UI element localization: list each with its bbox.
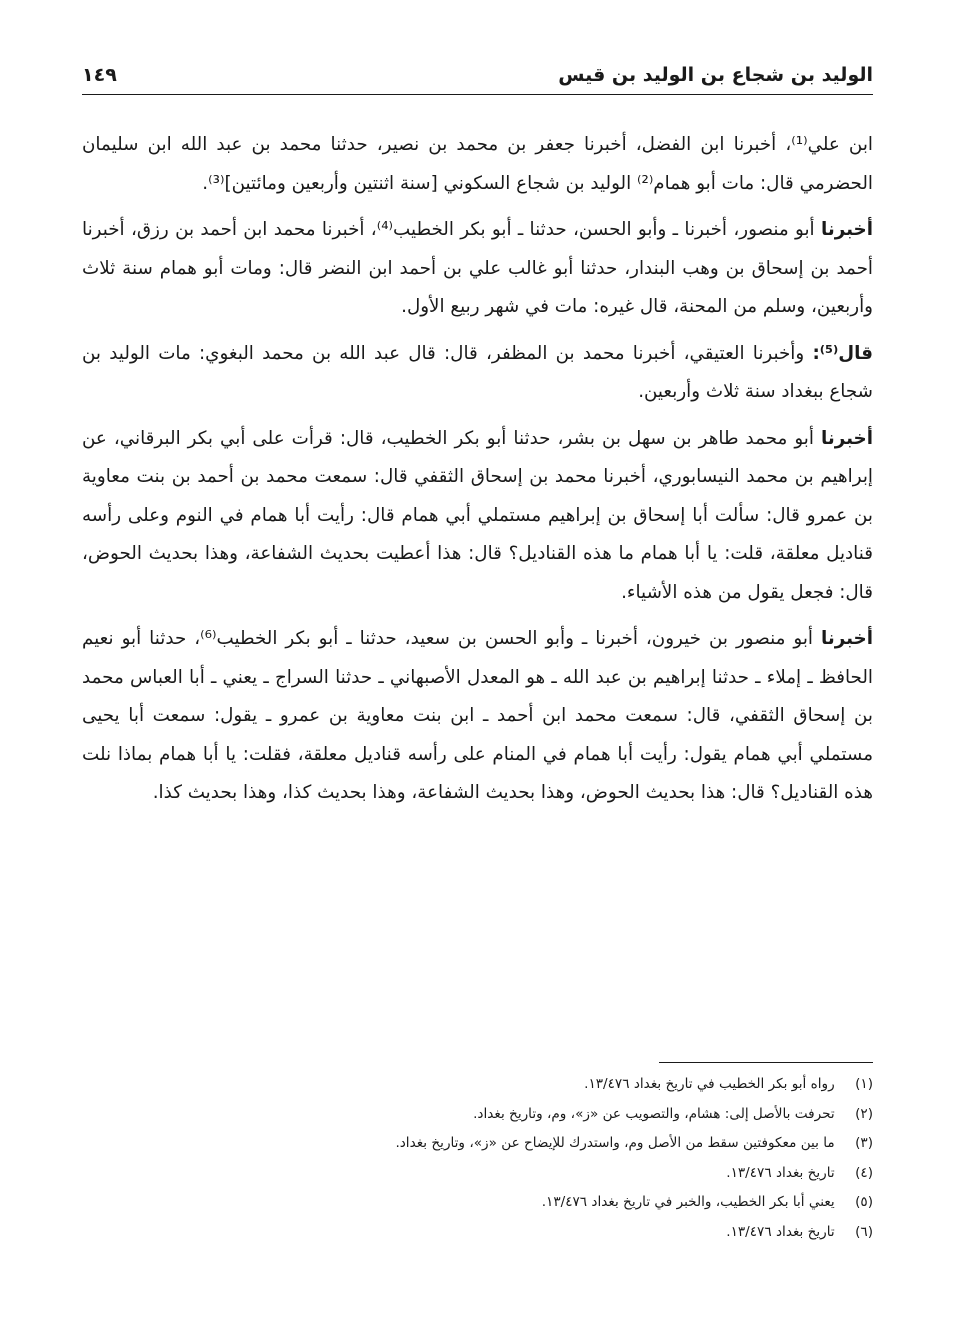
paragraph-5	[82, 620, 873, 813]
footnote-text: رواه أبو بكر الخطيب في تاريخ بغداد ١٣/٤٧٦.	[584, 1076, 835, 1092]
footnote-6	[82, 1218, 873, 1248]
paragraph-1	[82, 126, 873, 203]
footnote-1	[82, 1070, 873, 1100]
paragraph-text: وأخبرنا العتيقي، أخبرنا محمد بن المظفر، قال: قال عبد الله بن محمد البغوي: مات الوليد بن شجاع ببغداد سنة ثلاث وأربعين.	[82, 342, 873, 402]
footnote-number: (٤)	[855, 1164, 873, 1181]
footnote-3	[82, 1129, 873, 1159]
footnote-number: (٢)	[855, 1105, 873, 1122]
paragraph-text: أبو محمد طاهر بن سهل بن بشر، حدثنا أبو بكر الخطيب، قال: قرأت على أبي بكر البرقاني، عن إبراهيم بن محمد النيسابوري، أخبرنا محمد بن إسحاق الثقفي قال: سمعت محمد بن أحمد بن بنت معاوية بن عمرو قال: سألت أبا إسحاق بن إبراهيم مستملي أبي همام قال: رأيت أبا همام في النوم وعلى رأسه قناديل معلقة، قلت: يا أبا همام ما هذه القناديل؟ قال: هذا أعطيت بحديث الشفاعة، وهذا بحديث الحوض، قال: فجعل يقول من هذه الأشياء.	[82, 427, 873, 603]
paragraph-lead: أخبرنا	[820, 219, 873, 240]
paragraph-lead: أخبرنا	[820, 628, 873, 649]
page-number: ١٤٩	[82, 64, 117, 86]
footnote-separator	[659, 1062, 873, 1063]
running-head	[82, 58, 873, 95]
footnote-number: (٥)	[855, 1194, 873, 1211]
footnote-5	[82, 1188, 873, 1218]
paragraph-text: أبو منصور بن خيرون، أخبرنا ـ وأبو الحسن بن سعيد، حدثنا ـ أبو بكر الخطيب⁽⁶⁾، حدثنا أبو نعيم الحافظ ـ إملاء ـ حدثنا إبراهيم بن عبد الله ـ هو المعدل الأصبهاني ـ حدثنا السراج ـ يعني ـ أبا العباس محمد بن إسحاق الثقفي، قال: سمعت محمد ابن أحمد ـ ابن بنت معاوية بن عمرو ـ يقول: سمعت أبا يحيى مستملي أبي همام يقول: رأيت أبا همام في المنام على رأسه قناديل معلقة، فقلت: يا أبا همام بماذا نلت هذه القناديل؟ قال: هذا بحديث الحوض، وهذا بحديث الشفاعة، وهذا بحديث كذا، وهذا بحديث كذا.	[82, 628, 873, 803]
paragraph-lead: أخبرنا	[820, 427, 873, 449]
footnote-2	[82, 1100, 873, 1130]
footnotes	[82, 1070, 873, 1248]
main-text	[82, 126, 873, 821]
paragraph-2	[82, 211, 873, 327]
footnote-text: يعني أبا بكر الخطيب، والخبر في تاريخ بغداد ١٣/٤٧٦.	[541, 1194, 835, 1211]
footnote-number: (٣)	[855, 1135, 873, 1152]
running-head-title: الوليد بن شجاع بن الوليد بن قيس	[558, 64, 873, 86]
paragraph-3	[82, 335, 873, 412]
footnote-text: ما بين معكوفتين سقط من الأصل وم، واستدرك للإيضاح عن «ز»، وتاريخ بغداد.	[395, 1135, 835, 1152]
paragraph-4	[82, 420, 873, 613]
footnote-4	[82, 1159, 873, 1189]
footnote-text: تاريخ بغداد ١٣/٤٧٦.	[726, 1164, 835, 1181]
paragraph-lead: قال⁽⁵⁾:	[812, 342, 873, 364]
footnote-text: تاريخ بغداد ١٣/٤٧٦.	[726, 1223, 835, 1240]
paragraph-text: أبو منصور، أخبرنا ـ وأبو الحسن، حدثنا ـ أبو بكر الخطيب⁽⁴⁾، أخبرنا محمد ابن أحمد بن رزق، أخبرنا أحمد بن إسحاق بن وهب البندار، حدثنا أبو غالب علي بن أحمد ابن النضر قال: ومات أبو همام سنة ثلاث وأربعين، وسلم من المحنة، قال غيره: مات في شهر ربيع الأول.	[82, 219, 873, 317]
footnote-number: (١)	[855, 1076, 873, 1092]
footnote-text: تحرفت بالأصل إلى: هشام، والتصويب عن «ز»، وم، وتاريخ بغداد.	[473, 1105, 835, 1122]
footnote-number: (٦)	[855, 1223, 873, 1240]
paragraph-text: ابن علي⁽¹⁾، أخبرنا ابن الفضل، أخبرنا جعفر بن محمد بن نصير، حدثنا محمد بن عبد الله ابن سليمان الحضرمي قال: مات أبو همام⁽²⁾ الوليد بن شجاع السكوني [سنة اثنتين وأربعين ومائتين]⁽³⁾.	[82, 134, 873, 194]
